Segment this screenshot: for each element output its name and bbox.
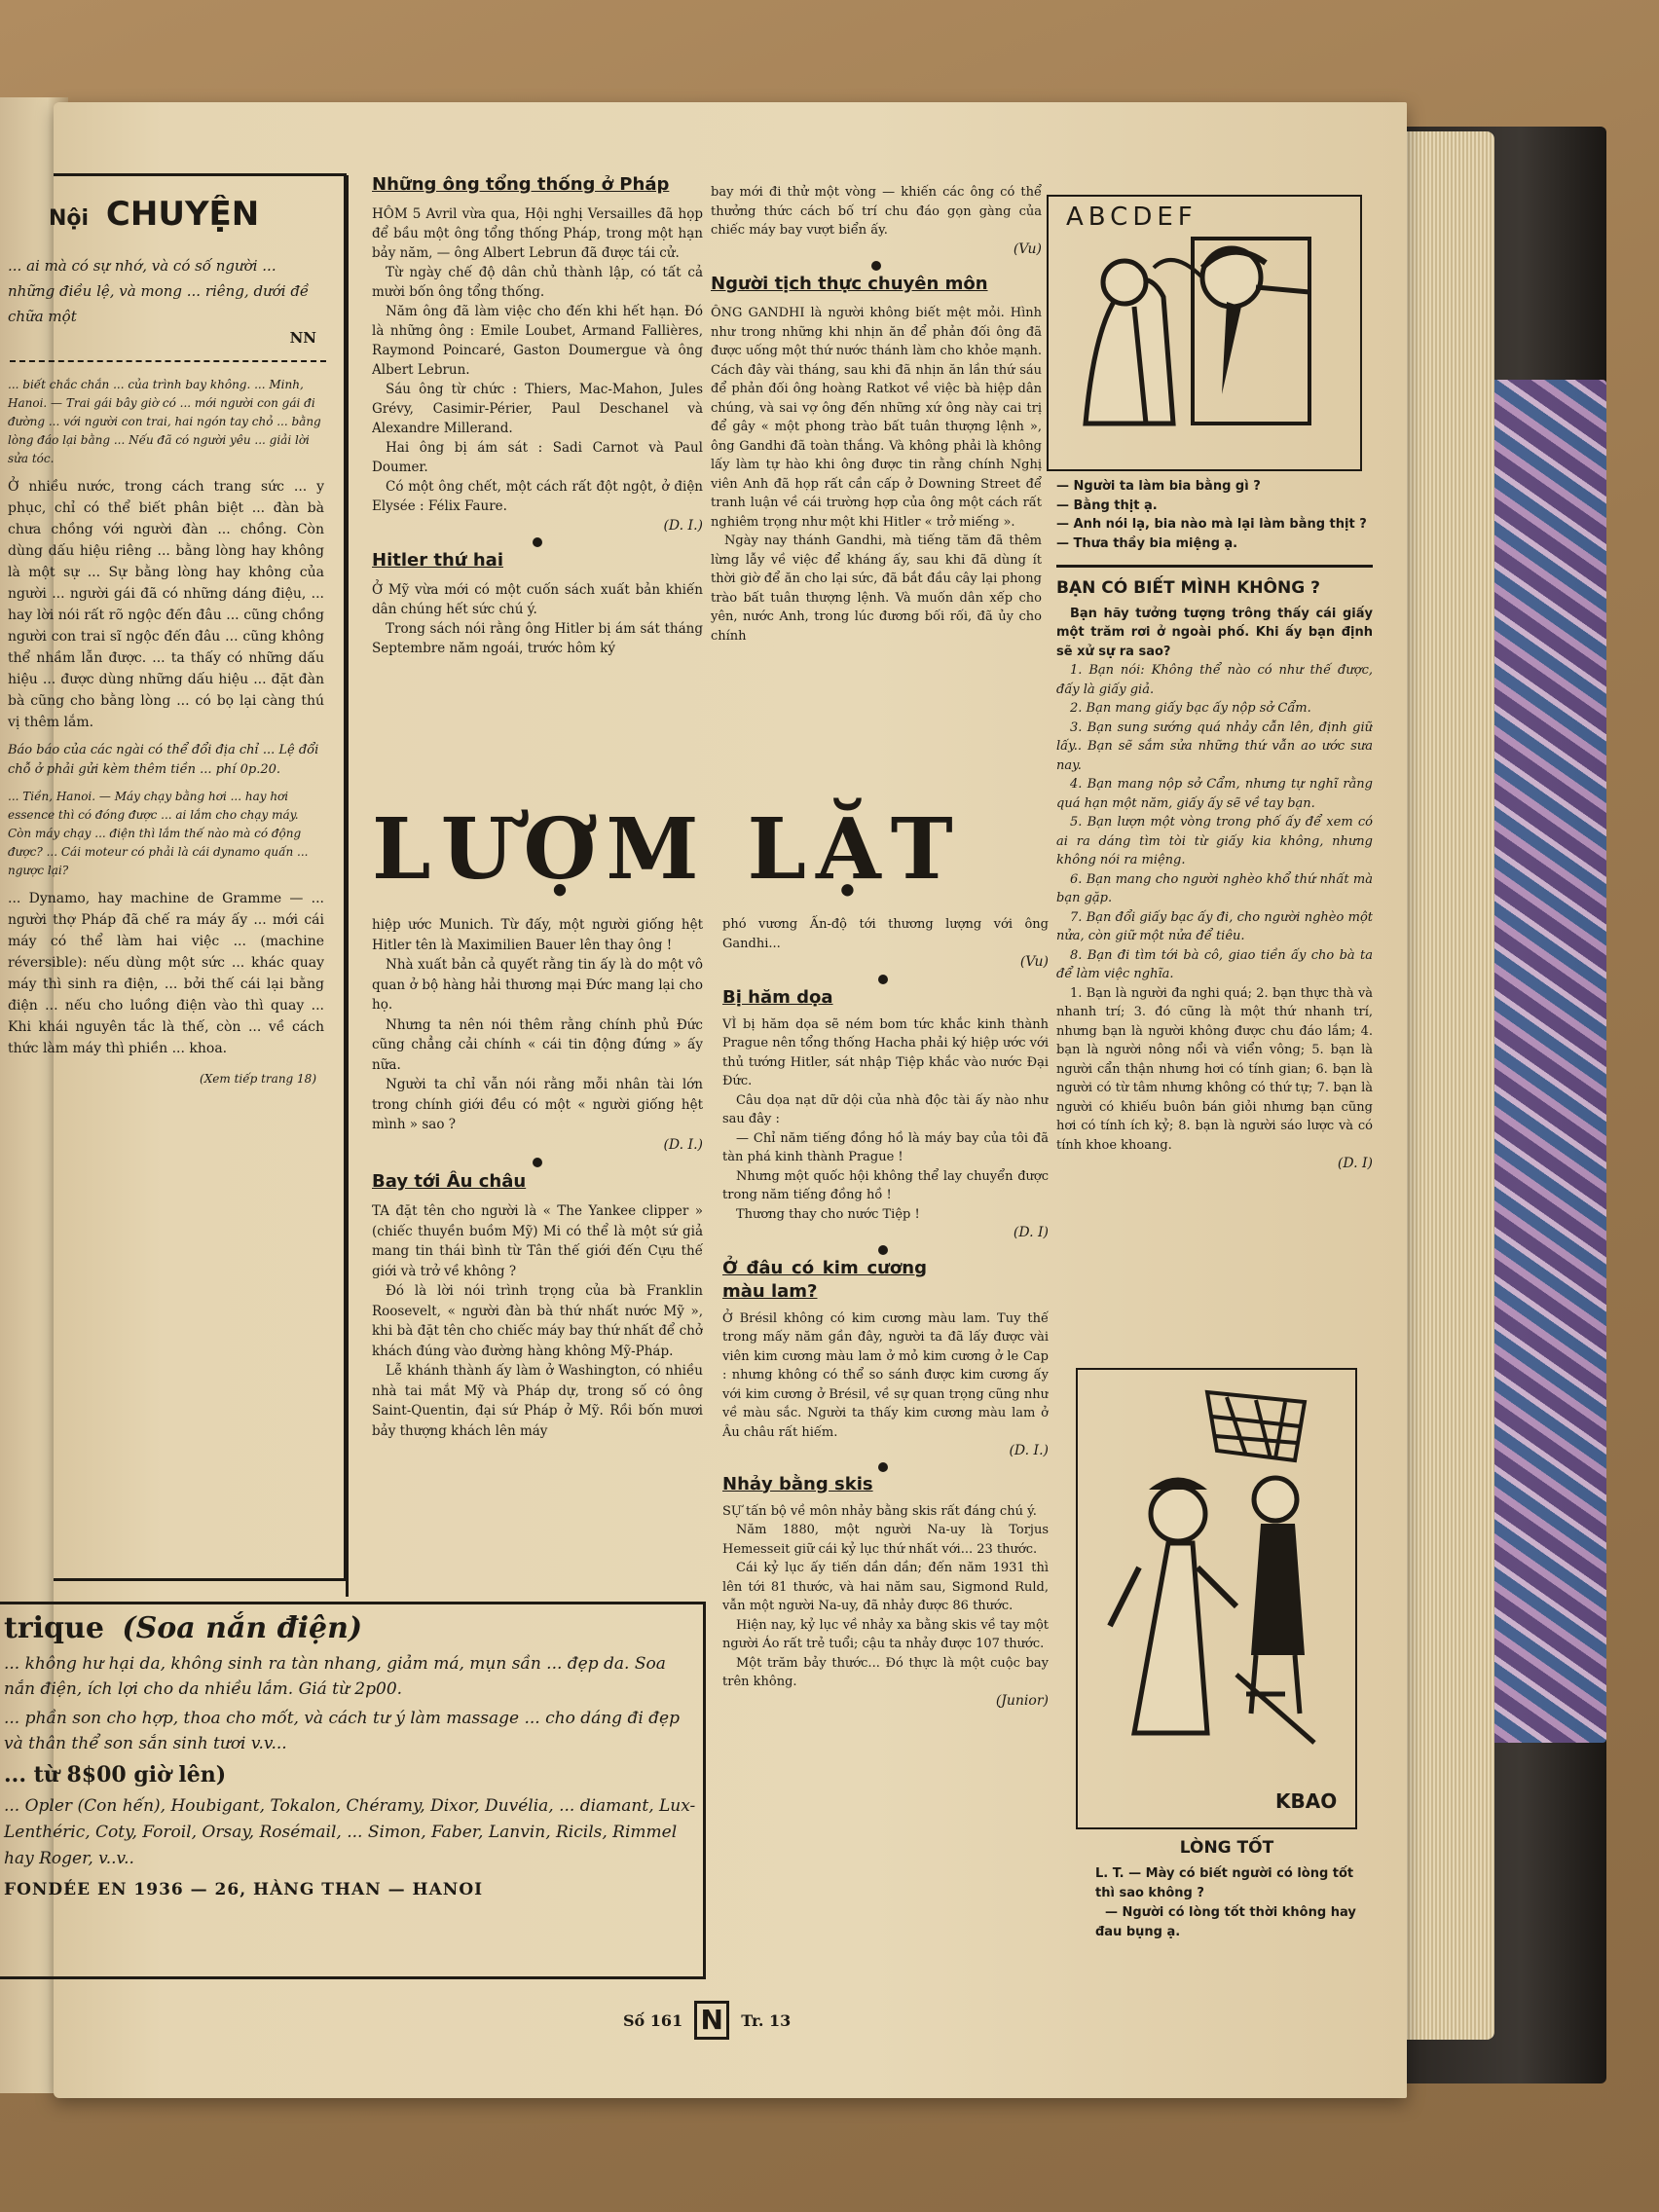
- para-threat-2: Câu dọa nạt dữ dội của nhà độc tài ấy nào như sau đây :: [722, 1092, 1049, 1126]
- separator-dot: [533, 1158, 542, 1167]
- quiz-option-5: 5. Bạn lượn một vòng trong phố ấy để xem có ai ra dáng tìm tòi từ giấy kia không, nhưng không nói ra miệng.: [1056, 815, 1373, 867]
- left-title: CHUYỆN: [105, 195, 260, 234]
- para-europe-1: TA đặt tên cho người là « The Yankee clipper » (chiếc thuyền buồm Mỹ) Mi có thể là một sứ giả mang tin thái bình từ Tân thế giới đến Cựu thế giới và trở về không ?: [372, 1203, 703, 1279]
- quiz-option-8: 8. Bạn đi tìm tới bà cô, giao tiền ấy cho bà ta để làm việc nghĩa.: [1056, 947, 1373, 981]
- para-skis-5: Một trăm bảy thước... Đó thực là một cuộc bay trên không.: [722, 1655, 1049, 1689]
- column-4-text: [1056, 477, 1373, 1353]
- dialog-line-4: — Thưa thầy bia miệng ạ.: [1056, 535, 1238, 551]
- quiz-answer: 1. Bạn là người đa nghi quá; 2. bạn thực thà và nhanh trí; 3. đó cũng là một thứ nhanh trí, nhưng bạn là người không được chu đáo lắm; 4. bạn là người nông nổi và viển vông; 5. bạn là người cẩn thận nhưng hơi có tính gian; 6. bạn là người có từ tâm nhưng không có thứ tự; 7. bạn là người có khiếu buôn bán giỏi nhưng bạn cũng hơi có tính ích kỷ; 8. bạn là người sáo lược và có tính khoe khoang.: [1056, 985, 1373, 1153]
- separator-dot: [871, 261, 881, 271]
- para-threat-4: Nhưng một quốc hội không thể lay chuyển được trong năm tiếng đồng hồ !: [722, 1168, 1049, 1202]
- dialog-line-3: — Anh nói lạ, bia nào mà lại làm bằng thịt ?: [1056, 517, 1367, 532]
- para-skis-3: Cái kỷ lục ấy tiến dần dần; đến năm 1931 thì lên tới 81 thước, và hai năm sau, Sigmond Ruld, vẫn một người Na-uy, đã nhảy được 86 thước.: [722, 1561, 1049, 1613]
- quiz-option-2: 2. Bạn mang giấy bạc ấy nộp sở Cẩm.: [1070, 701, 1311, 716]
- para-hitler-4: Nhà xuất bản cả quyết rằng tin ấy là do một vô quan ở bộ hàng hải thương mại Đức mang lại cho họ.: [372, 957, 703, 1013]
- kindness-line-1: L. T. — Mày có biết người có lòng tốt thì sao không ?: [1095, 1866, 1354, 1900]
- page-edges: [1402, 131, 1494, 2040]
- para-presidents-3: Năm ông đã làm việc cho đến khi hết hạn. Đó là những ông : Emile Loubet, Armand Fallières, Raymond Poincaré, Gaston Doumergue và ông Albert Lebrun.: [372, 304, 703, 378]
- para-hitler-2: Trong sách nói rằng ông Hitler bị ám sát tháng Septembre năm ngoái, trước hôm ký: [372, 621, 703, 656]
- ad-footer: FONDÉE EN 1936 — 26, HÀNG THAN — HANOI: [4, 1880, 484, 1899]
- separator-dot: [878, 1462, 888, 1472]
- para-threat-1: VÌ bị hăm dọa sẽ ném bom tức khắc kinh thành Prague nên tổng thống Hacha phải ký hiệp ước với thủ tướng Hitler, sát nhập Tiệp khắc vào nước Đại Đức.: [722, 1016, 1049, 1088]
- para-gandhi-3: phó vương Ấn-độ tới thương lượng với ông Gandhi...: [722, 917, 1049, 951]
- attrib-diamond: (D. I.): [1009, 1443, 1049, 1458]
- para-presidents-4: Sáu ông từ chức : Thiers, Mac-Mahon, Jules Grévy, Casimir-Périer, Paul Deschanel và Alexandre Millerand.: [372, 382, 703, 436]
- ad-line1: ... không hư hại da, không sinh ra tàn nhang, giảm má, mụn sần ... đẹp da. Soa nắn điện, ích lợi cho da nhiều lắm. Giá từ 2p00.: [4, 1654, 666, 1699]
- left-body4: ... Tiền, Hanoi. — Máy chạy bằng hơi ... hay hơi essence thì có đóng được ... ai lắm cho chạy máy. Còn máy chạy ... điện thì lắm thế nào mà có động được? ... Cái moteur có phải là cái dynamo quấn ... ngược lại?: [8, 790, 309, 877]
- headline-presidents: Những ông tổng thống ở Pháp: [372, 174, 670, 195]
- separator-dot: [878, 1245, 888, 1255]
- dialog-line-1: — Người ta làm bia bằng gì ?: [1056, 479, 1261, 494]
- cartoon-kindness-illustration: [1081, 1373, 1348, 1762]
- magazine-logo: N: [694, 2001, 729, 2040]
- para-hitler-1: Ở Mỹ vừa mới có một cuốn sách xuất bản khiến dân chúng hết sức chú ý.: [372, 582, 703, 617]
- para-skis-4: Hiện nay, kỷ lục về nhảy xa bằng skis về tay một người Áo rất trẻ tuổi; cậu ta nhảy được 107 thước.: [722, 1617, 1049, 1651]
- para-presidents-6: Có một ông chết, một cách rất đột ngột, ở điện Elysée : Félix Faure.: [372, 479, 703, 514]
- column-2-top: [372, 173, 703, 796]
- headline-hitler: Hitler thứ hai: [372, 550, 503, 571]
- ad-title-paren: (Soa nắn điện): [122, 1611, 363, 1645]
- column-3-bottom: [722, 915, 1049, 1967]
- column-2-bottom: [372, 915, 703, 1577]
- column-3-top: [711, 183, 1042, 796]
- cartoon-teacher-illustration: [1056, 200, 1348, 462]
- para-europe-2: Đó là lời nói trình trọng của bà Franklin Roosevelt, « người đàn bà thứ nhất nước Mỹ », khi bà đặt tên cho chiếc máy bay thứ nhất để chở khách đúng vào đường hàng không Mỹ-Pháp.: [372, 1283, 703, 1359]
- quiz-divider: [1056, 565, 1373, 568]
- attrib-quiz: (D. I): [1337, 1156, 1373, 1171]
- para-europe-3: Lễ khánh thành ấy làm ở Washington, có nhiều nhà tai mắt Mỹ và Pháp dự, trong số có ông Saint-Quentin, đại sứ Pháp ở Mỹ. Rồi bốn mươi bảy thượng khách lên máy: [372, 1363, 703, 1439]
- para-threat-3: — Chỉ năm tiếng đồng hồ là máy bay của tôi đã tàn phá kinh thành Prague !: [722, 1130, 1049, 1164]
- left-intro: ... ai mà có sự nhớ, và có số người ... những điều lệ, và mong ... riêng, dưới đề chữa một: [8, 257, 310, 325]
- quiz-option-7: 7. Bạn đổi giấy bạc ấy đi, cho người nghèo một nửa, còn giữ một nửa để tiêu.: [1056, 909, 1373, 943]
- ad-price: ... từ 8$00 giờ lên): [4, 1762, 227, 1788]
- attrib-gandhi: (Vu): [1019, 954, 1049, 970]
- separator-dot: [533, 537, 542, 547]
- cartoon-board-text: ABCDEF: [1066, 203, 1198, 232]
- headline-threat: Bị hăm dọa: [722, 986, 833, 1008]
- headline-europe: Bay tới Âu châu: [372, 1171, 527, 1192]
- left-title-prefix: Nội: [49, 206, 90, 231]
- left-continued: (Xem tiếp trang 18): [200, 1072, 316, 1086]
- para-gandhi-2: Ngày nay thánh Gandhi, mà tiếng tăm đã thêm lừng lẫy về việc để kháng ấy, sau khi đã dùng ít thời giờ để ăn cho lại sức, đã bắt đầu cây lại phong trào bất tuân thượng lệnh. Và muốn dân xếp cho yên, nước Anh, trong lúc đương bối rối, đã ủy cho chính: [711, 534, 1042, 644]
- headline-gandhi: Người tịch thực chuyên môn: [711, 274, 988, 294]
- advertisement: [0, 1611, 700, 1972]
- quiz-intro: Bạn hãy tưởng tượng trông thấy cái giấy một trăm rơi ở ngoài phố. Khi ấy bạn định sẽ xử sự ra sao?: [1056, 606, 1373, 659]
- para-presidents-2: Từ ngày chế độ dân chủ thành lập, có tất cả mười bốn ông tổng thống.: [372, 265, 703, 300]
- kindness-dialog: [1095, 1864, 1368, 1942]
- attrib-presidents: (D. I.): [663, 518, 703, 534]
- ad-line2: ... phần son cho hợp, thoa cho mốt, và cách tư ý làm massage ... cho dáng đi đẹp và thân thể son sắn sinh tươi v.v...: [4, 1709, 681, 1753]
- attrib-plane: (Vu): [1013, 240, 1042, 257]
- quiz-option-6: 6. Bạn mang cho người nghèo khổ thứ nhất mà bạn gặp.: [1056, 871, 1373, 905]
- cartoon-signature: KBAO: [1275, 1789, 1338, 1813]
- left-body2: Ở nhiều nước, trong cách trang sức ... y phục, chỉ có thể biết phân biệt ... đàn bà chưa chồng với người đàn ... chồng. Còn dùng dấu hiệu riêng ... bằng lòng hay không là một sự ... Sự bằng lòng hay không của người ... người gái đã có những dáng điệu, ... hay lời nói rất rõ ngộc đến đâu ... cũng chồng người con trai sĩ ngộc đến đâu ... cũng không thể nhầm lẫn được. ... ta thấy có những dấu hiệu ... được dùng những dấu hiệu ... đặt đàn bà cũng cho bằng lòng ... có bọ lại càng thú vị thêm lắm.: [8, 479, 324, 730]
- para-hitler-6: Người ta chỉ vẫn nói rằng mỗi nhân tài lớn trong chính giới đều có một « người giống hệt mình » sao ?: [372, 1077, 703, 1132]
- para-threat-5: Thương thay cho nước Tiệp !: [736, 1206, 920, 1222]
- para-presidents-1: HÔM 5 Avril vừa qua, Hội nghị Versailles đã họp để bầu một ông tổng thống Pháp, trong một hạn bảy năm, — ông Albert Lebrun đã được tái cử.: [372, 206, 703, 261]
- left-signature: NN: [289, 329, 316, 347]
- quiz-option-4: 4. Bạn mang nộp sở Cẩm, nhưng tự nghĩ rằng quá hạn một năm, giấy ấy sẽ về tay bạn.: [1056, 777, 1373, 811]
- attrib-hitler: (D. I.): [663, 1136, 703, 1153]
- section-title: LƯỢM LẶT: [372, 800, 963, 899]
- para-hitler-5: Nhưng ta nên nói thêm rằng chính phủ Đức cũng chẳng cải chính « cái tin động đứng » ấy nữa.: [372, 1016, 703, 1073]
- para-gandhi-1: ÔNG GANDHI là người không biết mệt mỏi. Hình như trong những khi nhịn ăn để phản đối ông đã được uống một thứ nước thánh làm cho khỏe mạnh. Cách đây vài tháng, sau khi đã nhịn ăn lần thứ sáu để phản đối ông hoàng Ratkot về việc bà hiệp dân chúng, và sai vợ ông đến những xứ ông này cai trị để gây « một phong trào bất tuân thượng lệnh », ông Gandhi đã toàn thắng. Và không phải là không lấy làm tự hào khi ông được tin rằng chính Nghị viên Anh đã họp rất cần cấp ở Downing Street để tranh luận về cái trường hợp của ông một cách rất nghiêm trọng như một khi Hitler « trở miếng ».: [711, 306, 1042, 530]
- page-footer: [623, 2001, 915, 2040]
- para-plane-cont: bay mới đi thử một vòng — khiến các ông có thể thưởng thức cách bố trí chu đáo gọn gàng của chiếc máy bay vượt biển ấy.: [711, 185, 1042, 238]
- headline-skis: Nhảy bằng skis: [722, 1473, 873, 1494]
- issue-number: Số 161: [623, 2010, 683, 2030]
- ad-title: trique: [4, 1611, 104, 1645]
- headline-diamond: Ở đâu có kim cương màu lam?: [722, 1257, 927, 1302]
- quiz-option-3: 3. Bạn sung sướng quá nhảy cẫn lên, định giữ lấy.. Bạn sẽ sắm sửa những thứ vẫn ao ước sưa nay.: [1056, 719, 1373, 773]
- para-diamond: Ở Brésil không có kim cương màu lam. Tuy thế trong mấy năm gần đây, người ta đã lấy được vài viên kim cương màu lam ở mỏ kim cương ở le Cap : nhưng không có thể so sánh được kim cương ấy với kim cương ở Brésil, về sự quan trọng cũng như về màu sắc. Người ta thấy kim cương màu lam ở Âu châu rất hiếm.: [722, 1310, 1049, 1440]
- dialog-line-2: — Bằng thịt ạ.: [1056, 498, 1158, 513]
- column-rule: [346, 175, 349, 1597]
- attrib-threat: (D. I): [1013, 1225, 1049, 1240]
- kindness-line-2: — Người có lòng tốt thời không hay đau bụng ạ.: [1095, 1905, 1356, 1939]
- left-divider: [10, 360, 326, 362]
- marbled-edge: [1485, 380, 1606, 1743]
- para-hitler-3: hiệp ước Munich. Từ đấy, một người giống hệt Hitler tên là Maximilien Bauer lên thay ông !: [372, 917, 703, 953]
- kindness-headline: LÒNG TỐT: [1179, 1838, 1274, 1858]
- left-body1: ... biết chắc chắn ... của trình bay không. ... Minh, Hanoi. — Trai gái bây giờ có ... mới người con gái đi đường ... với người con trai, hai ngón tay chỏ ... bằng lòng đáo lại bằng ... Nếu đã có người yêu ... giải lời sửa tóc.: [8, 378, 321, 465]
- left-body3: Báo báo của các ngài có thể đổi địa chỉ ... Lệ đổi chỗ ở phải gửi kèm thêm tiền ... phí 0p.20.: [8, 743, 319, 777]
- para-skis-1: SỰ tấn bộ về môn nhảy bằng skis rất đáng chú ý.: [722, 1503, 1037, 1519]
- quiz-headline: BẠN CÓ BIẾT MÌNH KHÔNG ?: [1056, 578, 1320, 598]
- para-presidents-5: Hai ông bị ám sát : Sadi Carnot và Paul Doumer.: [372, 440, 703, 475]
- left-article: [0, 195, 336, 1558]
- quiz-option-1: 1. Bạn nói: Không thể nào có như thế được, đấy là giấy giả.: [1056, 663, 1373, 697]
- page-number: Tr. 13: [741, 2010, 792, 2030]
- left-body5: ... Dynamo, hay machine de Gramme — ... người thợ Pháp đã chế ra máy ấy ... mới cái máy có thể làm hai việc ... (machine réversible): nếu dùng một sức ... khác quay máy thì sinh ra điện, ... bởi thế cái lại bằng điện ... nếu cho luồng điện vào thì quay ... Khi khái nguyên tắc là thế, còn ... về cách thức làm máy thì phiền ... khoa.: [8, 891, 324, 1056]
- ad-brands: ... Opler (Con hến), Houbigant, Tokalon, Chéramy, Dixor, Duvélia, ... diamant, Lux-Lenthéric, Coty, Foroil, Orsay, Rosémail, ... Simon, Faber, Lanvin, Ricils, Rimmel hay Roger, v..v..: [4, 1796, 696, 1868]
- attrib-skis: (Junior): [995, 1692, 1049, 1709]
- para-skis-2: Năm 1880, một người Na-uy là Torjus Hemesseit giữ cái kỷ lục thứ nhất với... 23 thước.: [722, 1523, 1049, 1557]
- separator-dot: [878, 975, 888, 984]
